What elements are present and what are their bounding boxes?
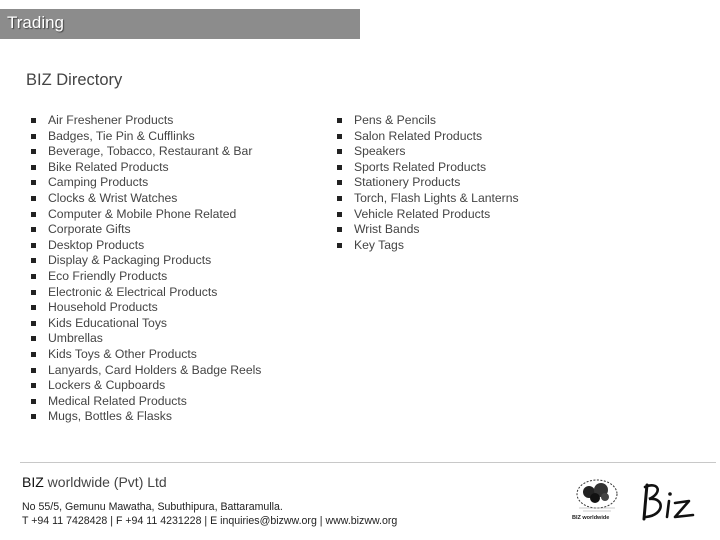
square-bullet-icon [337, 227, 342, 232]
directory-left-item [48, 285, 261, 301]
directory-left-item [48, 222, 261, 238]
directory-left-item-label: Clocks & Wrist Watches [48, 190, 178, 205]
directory-left-item-label: Umbrellas [48, 331, 103, 346]
directory-left-item [48, 378, 261, 394]
directory-left-item-label: Computer & Mobile Phone Related [48, 206, 237, 221]
directory-left-item-label: Medical Related Products [48, 393, 187, 408]
directory-left-item-label: Air Freshener Products [48, 113, 174, 127]
directory-right-item-label: Sports Related Products [354, 159, 487, 174]
directory-right-item [354, 238, 519, 254]
directory-left-item [48, 144, 261, 160]
directory-left-item-label: Kids Educational Toys [48, 315, 168, 330]
directory-left-item [48, 300, 261, 316]
directory-left-item [48, 207, 261, 223]
directory-right-item-label: Pens & Pencils [354, 113, 436, 127]
logo-caption: BIZ worldwide [572, 515, 610, 521]
directory-left-item-label: Kids Toys & Other Products [48, 346, 197, 361]
square-bullet-icon [31, 274, 36, 279]
directory-left-item [48, 363, 261, 379]
directory-right-item-label: Key Tags [354, 237, 404, 252]
square-bullet-icon [31, 165, 36, 170]
square-bullet-icon [31, 180, 36, 185]
square-bullet-icon [337, 118, 342, 123]
directory-right-item-label: Wrist Bands [354, 222, 420, 237]
directory-right-item-label: Speakers [354, 144, 406, 159]
square-bullet-icon [31, 414, 36, 419]
directory-right-item [354, 222, 519, 238]
square-bullet-icon [31, 368, 36, 373]
company-name [22, 474, 167, 490]
square-bullet-icon [337, 149, 342, 154]
directory-left-item [48, 409, 261, 425]
square-bullet-icon [337, 134, 342, 139]
directory-left-item [48, 129, 261, 145]
directory-left-item-label: Eco Friendly Products [48, 268, 168, 283]
directory-left-item [48, 160, 261, 176]
directory-right-item [354, 191, 519, 207]
directory-left-item-label: Bike Related Products [48, 159, 169, 174]
square-bullet-icon [31, 243, 36, 248]
directory-left-item [48, 331, 261, 347]
directory-left-item-label: Desktop Products [48, 237, 145, 252]
directory-left-item [48, 238, 261, 254]
directory-list-right [354, 113, 519, 253]
square-bullet-icon [31, 227, 36, 232]
directory-list-left [48, 113, 261, 425]
directory-left-item-label: Beverage, Tobacco, Restaurant & Bar [48, 144, 253, 159]
directory-left-item [48, 175, 261, 191]
company-name-rest: worldwide (Pvt) Ltd [43, 474, 167, 490]
directory-right-item-label: Stationery Products [354, 175, 461, 190]
section-title: BIZ Directory [26, 71, 123, 89]
directory-left-item-label: Display & Packaging Products [48, 253, 212, 268]
directory-right-item [354, 129, 519, 145]
square-bullet-icon [31, 134, 36, 139]
directory-left-item [48, 191, 261, 207]
company-contact: T +94 11 7428428 | F +94 11 4231228 | E inquiries@bizww.org | www.bizww.org [22, 515, 398, 527]
square-bullet-icon [31, 290, 36, 295]
square-bullet-icon [31, 118, 36, 123]
directory-right-item [354, 144, 519, 160]
directory-left-item [48, 269, 261, 285]
square-bullet-icon [31, 352, 36, 357]
square-bullet-icon [337, 180, 342, 185]
company-brand: BIZ [22, 474, 44, 490]
directory-right-item [354, 160, 519, 176]
square-bullet-icon [31, 258, 36, 263]
directory-left-item [48, 113, 261, 129]
square-bullet-icon [31, 399, 36, 404]
directory-right-item-label: Torch, Flash Lights & Lanterns [354, 190, 519, 205]
directory-left-item [48, 316, 261, 332]
directory-right-item [354, 207, 519, 223]
biz-signature-logo-icon [637, 479, 701, 525]
directory-left-item [48, 394, 261, 410]
header-bar [0, 9, 360, 39]
directory-left-item-label: Camping Products [48, 175, 149, 190]
directory-left-item-label: Electronic & Electrical Products [48, 284, 218, 299]
square-bullet-icon [31, 149, 36, 154]
square-bullet-icon [31, 212, 36, 217]
company-address: No 55/5, Gemunu Mawatha, Subuthipura, Battaramulla. [22, 501, 283, 513]
directory-right-item-label: Vehicle Related Products [354, 206, 491, 221]
directory-left-item-label: Lockers & Cupboards [48, 378, 166, 393]
square-bullet-icon [31, 196, 36, 201]
square-bullet-icon [31, 383, 36, 388]
directory-left-item-label: Corporate Gifts [48, 222, 131, 237]
footer-divider [20, 462, 716, 463]
square-bullet-icon [337, 212, 342, 217]
directory-left-item-label: Mugs, Bottles & Flasks [48, 409, 172, 424]
square-bullet-icon [337, 243, 342, 248]
directory-left-item [48, 253, 261, 269]
square-bullet-icon [31, 305, 36, 310]
square-bullet-icon [31, 336, 36, 341]
square-bullet-icon [337, 165, 342, 170]
directory-left-item-label: Household Products [48, 300, 158, 315]
directory-left-item [48, 347, 261, 363]
header-title: Trading [7, 13, 65, 32]
directory-left-item-label: Badges, Tie Pin & Cufflinks [48, 128, 195, 143]
square-bullet-icon [31, 321, 36, 326]
directory-right-item-label: Salon Related Products [354, 128, 483, 143]
directory-left-item-label: Lanyards, Card Holders & Badge Reels [48, 362, 262, 377]
directory-right-item [354, 175, 519, 191]
square-bullet-icon [337, 196, 342, 201]
directory-right-item [354, 113, 519, 129]
